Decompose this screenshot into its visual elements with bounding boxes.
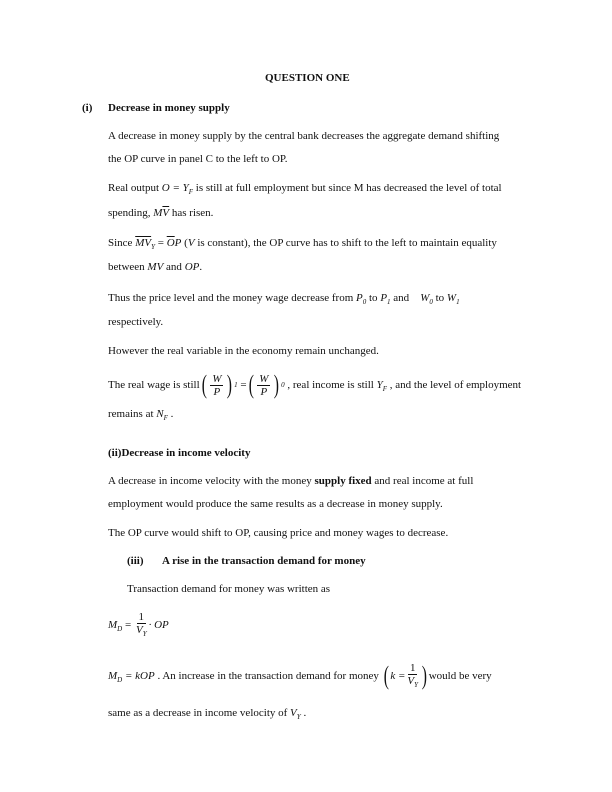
math: k = [390, 670, 406, 683]
text: Thus the price level and the money wage decrease from [108, 292, 357, 304]
math-subscript: Y [414, 680, 419, 689]
text: to [366, 292, 381, 304]
text: . [167, 408, 174, 420]
text: ( [181, 237, 188, 249]
math: OP [184, 261, 200, 273]
math: W [212, 372, 222, 385]
math-subscript: F [382, 385, 387, 393]
paragraph-line [108, 206, 213, 220]
math: M [153, 207, 163, 219]
text: remains at [108, 408, 157, 420]
paragraph-line: the OP curve in panel C to the left to OP. [108, 153, 288, 165]
paragraph-line [108, 474, 473, 488]
section-number: (i) [82, 102, 93, 114]
math-subscript: 1 [456, 298, 460, 306]
formula: $M_D$ = kOP . An increase in the transaction demand for money ( k = $\frac{1}{V_Y}$ ) would be very [108, 661, 492, 691]
paragraph-line: However the real variable in the economy remain unchanged. [108, 345, 379, 357]
text: , and the level of employment [387, 379, 522, 391]
math: W [420, 292, 430, 304]
math: $\overline{V}$ [162, 207, 170, 219]
text: . [300, 707, 307, 719]
text: and real income at full [371, 475, 474, 487]
text: has risen. [169, 207, 214, 219]
math: V [290, 707, 297, 719]
math: · OP [148, 619, 169, 631]
text: to [432, 292, 447, 304]
paragraph-line [108, 291, 460, 309]
section-heading: (ii)Decrease in income velocity [108, 447, 251, 459]
math: P [356, 292, 363, 304]
real-wage-expression: ( $\frac{W}{P}$ ) 1 = ( $\frac{W}{P}$ ) 0 [201, 370, 285, 400]
text: , real income is still [284, 379, 377, 391]
math: M [108, 670, 118, 682]
math: V [187, 237, 195, 249]
math: 1 [409, 661, 416, 674]
math-subscript: Y [151, 243, 155, 251]
math-subscript: D [117, 676, 123, 684]
math: $\overline{MV}$ [135, 237, 152, 249]
math: = kOP [122, 670, 155, 682]
math-subscript: 1 [234, 381, 238, 390]
math-subscript: 0 [429, 298, 433, 306]
page-title: QUESTION ONE [265, 72, 350, 84]
text: would be very [428, 670, 492, 682]
math: P [174, 237, 182, 249]
paragraph-line: The OP curve would shift to OP, causing price and money wages to decrease. [108, 527, 449, 539]
paragraph-line [108, 236, 497, 254]
math: W [446, 292, 457, 304]
paragraph-line [108, 407, 173, 425]
math: $\overline{O}$ [166, 237, 175, 249]
math: 1 [138, 610, 145, 623]
paragraph-line [108, 706, 306, 724]
math: M [108, 619, 118, 631]
math: = [122, 619, 134, 631]
text: Real output [108, 182, 162, 194]
text: spending, [108, 207, 154, 219]
text: and [163, 261, 185, 273]
math-subscript: F [188, 188, 194, 196]
math: P [380, 292, 388, 304]
section-heading: A rise in the transaction demand for money [162, 555, 366, 567]
text: supply fixed [314, 475, 372, 487]
section-heading: Decrease in money supply [108, 102, 230, 114]
math-subscript: F [163, 414, 168, 422]
text: same as a decrease in income velocity of [108, 707, 291, 719]
text: is constant), the OP curve has to shift to the left to maintain equality [194, 237, 497, 249]
math-subscript: 0 [281, 381, 285, 390]
paragraph-line: Transaction demand for money was written as [127, 583, 331, 595]
math: N [156, 408, 164, 420]
paragraph-line [108, 181, 502, 199]
math-subscript: Y [296, 713, 301, 721]
math-subscript: D [117, 625, 123, 633]
text: Since [108, 237, 136, 249]
paragraph-line: respectively. [108, 316, 164, 328]
text: and [390, 292, 412, 304]
math: P [213, 385, 221, 398]
text: A decrease in income velocity with the money [108, 475, 315, 487]
text: between [108, 261, 148, 273]
formula [108, 610, 169, 644]
paragraph-line: A decrease in money supply by the central bank decreases the aggregate demand shifting [108, 130, 500, 142]
math: V [135, 623, 143, 636]
text: The real wage is still [108, 379, 200, 391]
paragraph-line [108, 370, 521, 404]
paragraph-line: employment would produce the same results as a decrease in money supply. [108, 498, 443, 510]
math: P [260, 385, 268, 398]
text: is still at full employment but since M has decreased the level of total [193, 182, 502, 194]
math: O = Y [161, 182, 189, 194]
section-number: (iii) [127, 555, 144, 567]
math: MV [147, 261, 164, 273]
text: . An increase in the transaction demand for money [154, 670, 382, 682]
math-subscript: Y [142, 629, 147, 638]
text: . [199, 261, 203, 273]
math: = [155, 237, 167, 249]
math: V [407, 674, 415, 687]
math: Y [376, 379, 383, 391]
paragraph-line [108, 260, 202, 274]
math-subscript: 1 [387, 298, 391, 306]
math-subscript: 0 [362, 298, 367, 306]
math: W [259, 372, 269, 385]
math: = [240, 379, 247, 392]
